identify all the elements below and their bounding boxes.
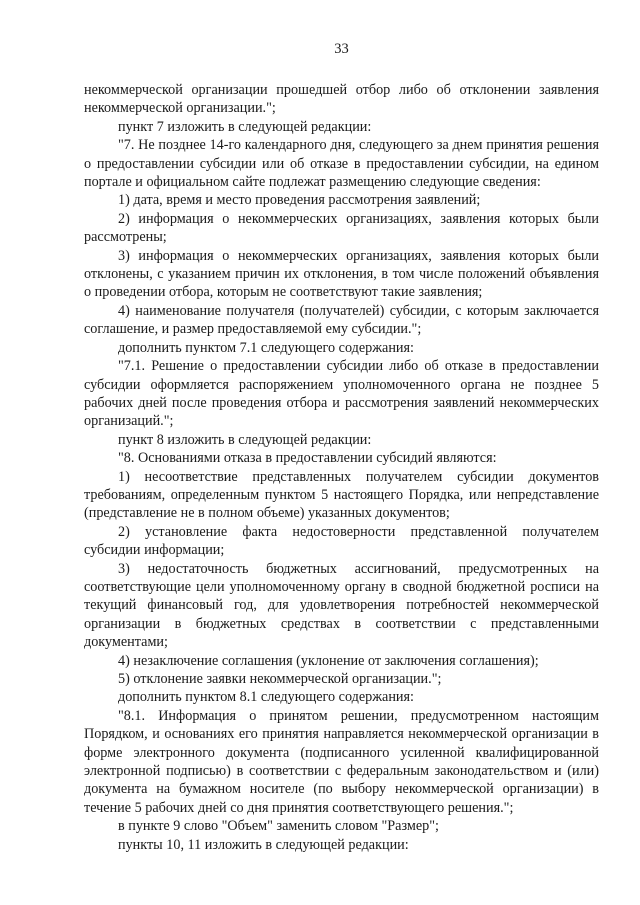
paragraph: 2) установление факта недостоверности представленной получателем субсидии информации;: [84, 523, 599, 559]
document-body: [84, 81, 599, 854]
paragraph: некоммерческой организации прошедшей отбор либо об отклонении заявления некоммерческой организации.";: [84, 82, 599, 117]
paragraph: пункт 8 изложить в следующей редакции:: [118, 431, 372, 448]
paragraph: 2) информация о некоммерческих организациях, заявления которых были рассмотрены;: [84, 210, 599, 246]
paragraph: "7. Не позднее 14-го календарного дня, следующего за днем принятия решения о предоставлении субсидии или об отказе в предоставлении субсидии, на едином портале и официальном сайте подлежат размещению следующие сведения:: [84, 137, 599, 191]
paragraph: пункт 7 изложить в следующей редакции:: [118, 118, 372, 135]
paragraph: 3) недостаточность бюджетных ассигнований, предусмотренных на соответствующие цели уполномоченному органу в сводной бюджетной росписи на текущий финансовый год, для удовлетворения потребностей некоммерческой организации в бюджетных средствах в соответствии с представленными документами;: [84, 560, 599, 651]
paragraph: "8.1. Информация о принятом решении, предусмотренном настоящим Порядком, и основаниях его принятия направляется некоммерческой организации в форме электронного документа (подписанного усиленной квалифицированной электронной подписью) в соответствии с федеральным законодательством и (или) документа на бумажном носителе (по выбору некоммерческой организации) в течение 5 рабочих дней со дня принятия соответствующего решения.";: [84, 707, 599, 816]
paragraph: "7.1. Решение о предоставлении субсидии либо об отказе в предоставлении субсидии оформляется распоряжением уполномоченного органа не позднее 5 рабочих дней после проведения отбора и рассмотрения заявлений некоммерческих организаций.";: [84, 358, 599, 430]
page-number: 33: [334, 41, 349, 57]
paragraph: пункты 10, 11 изложить в следующей редакции:: [118, 836, 409, 853]
paragraph: дополнить пунктом 7.1 следующего содержания:: [118, 339, 414, 356]
paragraph: в пункте 9 слово "Объем" заменить словом "Размер";: [118, 818, 439, 835]
paragraph: 3) информация о некоммерческих организациях, заявления которых были отклонены, с указанием причин их отклонения, в том числе положений объявления о проведении отбора, которым не соответствуют такие заявления;: [84, 247, 599, 301]
paragraph: 4) наименование получателя (получателей) субсидии, с которым заключается соглашение, и размер предоставляемой ему субсидии.";: [84, 302, 599, 338]
paragraph: 5) отклонение заявки некоммерческой организации.";: [118, 671, 442, 687]
paragraph: 4) незаключение соглашения (уклонение от заключения соглашения);: [118, 652, 539, 669]
paragraph: "8. Основаниями отказа в предоставлении субсидий являются:: [118, 450, 497, 467]
paragraph: дополнить пунктом 8.1 следующего содержания:: [118, 689, 414, 706]
paragraph: 1) дата, время и место проведения рассмотрения заявлений;: [118, 192, 481, 209]
paragraph: 1) несоответствие представленных получателем субсидии документов требованиям, определенным пунктом 5 настоящего Порядка, или непредставление (представление не в полном объеме) указанных документов;: [84, 468, 599, 522]
